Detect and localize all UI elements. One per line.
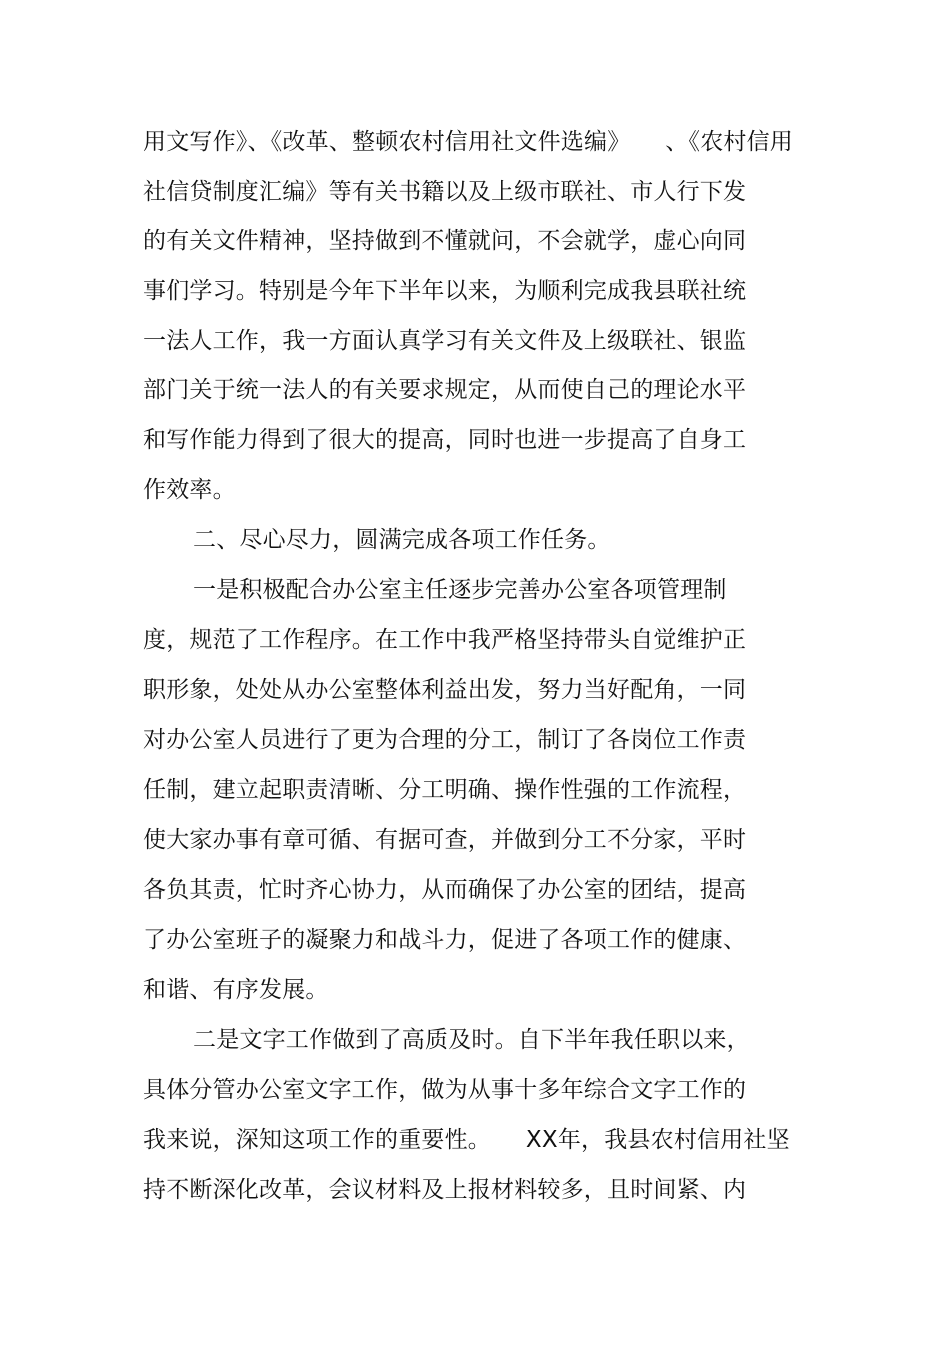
text-line: 一是积极配合办公室主任逐步完善办公室各项管理制 bbox=[193, 577, 727, 603]
text-line: 具体分管办公室文字工作，做为从事十多年综合文字工作的 bbox=[143, 1077, 747, 1103]
text-line: 一法人工作，我一方面认真学习有关文件及上级联社、银监 bbox=[143, 328, 747, 354]
text-line: 持不断深化改革，会议材料及上报材料较多，且时间紧、内 bbox=[143, 1177, 747, 1203]
text-line: 各负其责，忙时齐心协力，从而确保了办公室的团结，提高 bbox=[143, 877, 747, 903]
text-line: 和谐、有序发展。 bbox=[143, 977, 329, 1003]
text-line: 和写作能力得到了很大的提高，同时也进一步提高了自身工 bbox=[143, 427, 747, 453]
text-line: 度，规范了工作程序。在工作中我严格坚持带头自觉维护正 bbox=[143, 627, 747, 653]
text-line: 了办公室班子的凝聚力和战斗力，促进了各项工作的健康、 bbox=[143, 927, 747, 953]
text-line: 对办公室人员进行了更为合理的分工，制订了各岗位工作责 bbox=[143, 727, 747, 753]
text-line: 的有关文件精神，坚持做到不懂就问，不会就学，虚心向同 bbox=[143, 228, 747, 254]
text-line: 任制，建立起职责清晰、分工明确、操作性强的工作流程， bbox=[143, 777, 747, 803]
text-line: 事们学习。特别是今年下半年以来，为顺利完成我县联社统 bbox=[143, 278, 747, 304]
text-line: 社信贷制度汇编》等有关书籍以及上级市联社、市人行下发 bbox=[143, 179, 747, 205]
text-line: 用文写作》、《改革、整顿农村信用社文件选编》 、《农村信用 bbox=[143, 129, 793, 155]
section-heading: 二、尽心尽力，圆满完成各项工作任务。 bbox=[193, 527, 611, 553]
text-line: 我来说，深知这项工作的重要性。 XX年，我县农村信用社坚 bbox=[143, 1127, 790, 1153]
text-line: 部门关于统一法人的有关要求规定，从而使自己的理论水平 bbox=[143, 377, 747, 403]
text-line: 二是文字工作做到了高质及时。自下半年我任职以来， bbox=[193, 1027, 750, 1053]
text-line: 作效率。 bbox=[143, 477, 236, 503]
text-line: 职形象，处处从办公室整体利益出发，努力当好配角，一同 bbox=[143, 677, 747, 703]
text-line: 使大家办事有章可循、有据可查，并做到分工不分家，平时 bbox=[143, 827, 747, 853]
